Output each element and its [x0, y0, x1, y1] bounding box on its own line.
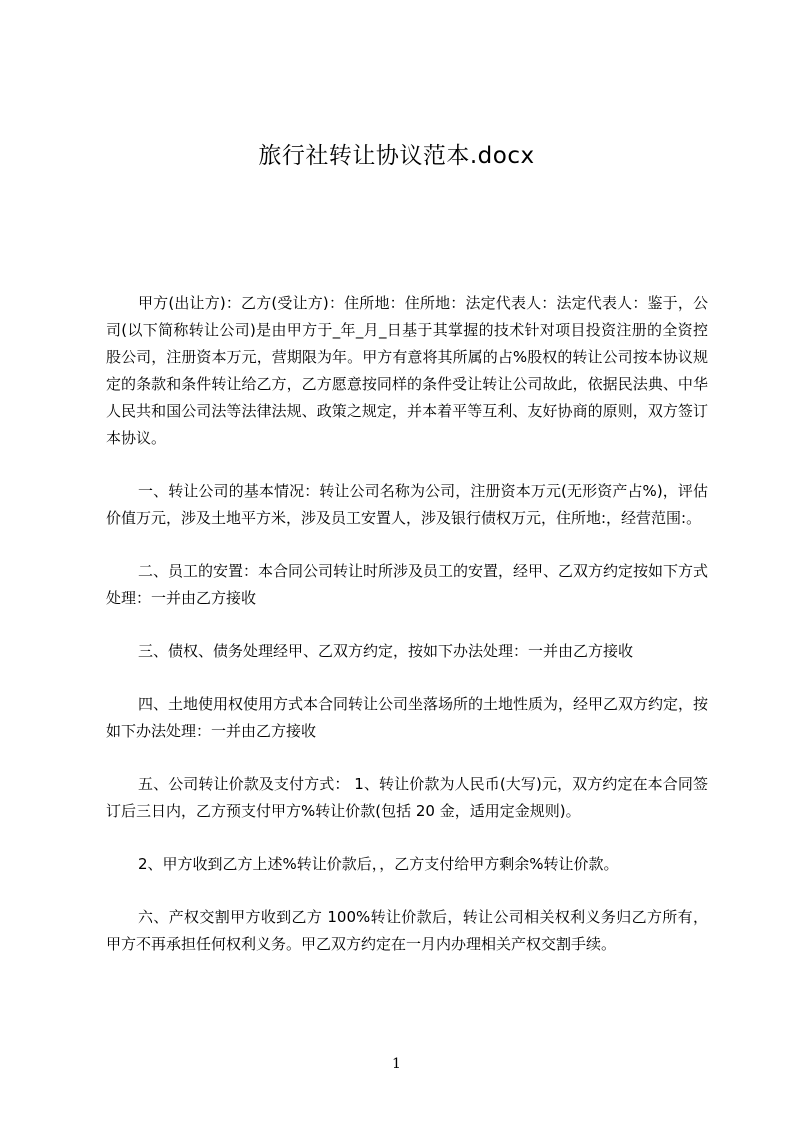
- paragraph-company-basic-info: 一、转让公司的基本情况：转让公司名称为公司，注册资本万元(无形资产占%)，评估价值万元，涉及土地平方米，涉及员工安置人，涉及银行债权万元，住所地:，经营范围:。: [106, 482, 708, 527]
- paragraph-debt-handling: 三、债权、债务处理经甲、乙双方约定，按如下办法处理：一并由乙方接收: [138, 642, 634, 660]
- paragraph-land-use: 四、土地使用权使用方式本合同转让公司坐落场所的土地性质为，经甲乙双方约定，按如下办法处理：一并由乙方接收: [106, 695, 709, 740]
- paragraph-employee-placement: 二、员工的安置：本合同公司转让时所涉及员工的安置，经甲、乙双方约定按如下方式处理：一并由乙方接收: [106, 562, 709, 607]
- paragraph-parties-preamble: 甲方(出让方)：乙方(受让方)：住所地：住所地：法定代表人：法定代表人：鉴于，公司(以下简称转让公司)是由甲方于_年_月_日基于其掌握的技术针对项目投资注册的全资控股公司，注册资本万元，营期限为年。甲方有意将其所属的占%股权的转让公司按本协议规定的条款和条件转让给乙方，乙方愿意按同样的条件受让转让公司故此，依据民法典、中华人民共和国公司法等法律法规、政策之规定，并本着平等互利、友好协商的原则，双方签订本协议。: [106, 294, 708, 447]
- document-body: [106, 290, 708, 984]
- document-title: 旅行社转让协议范本.docx: [258, 143, 535, 169]
- paragraph-property-delivery: 六、产权交割甲方收到乙方 100%转让价款后，转让公司相关权利义务归乙方所有，甲方不再承担任何权利义务。甲乙双方约定在一月内办理相关产权交割手续。: [106, 908, 708, 953]
- paragraph-remaining-payment: 2、甲方收到乙方上述%转让价款后，，乙方支付给甲方剩余%转让价款。: [138, 855, 619, 873]
- page-number: 1: [392, 1056, 401, 1072]
- paragraph-transfer-price: 五、公司转让价款及支付方式： 1、转让价款为人民币(大写)元，双方约定在本合同签订后三日内，乙方预支付甲方%转让价款(包括 20 金，适用定金规则)。: [106, 775, 708, 820]
